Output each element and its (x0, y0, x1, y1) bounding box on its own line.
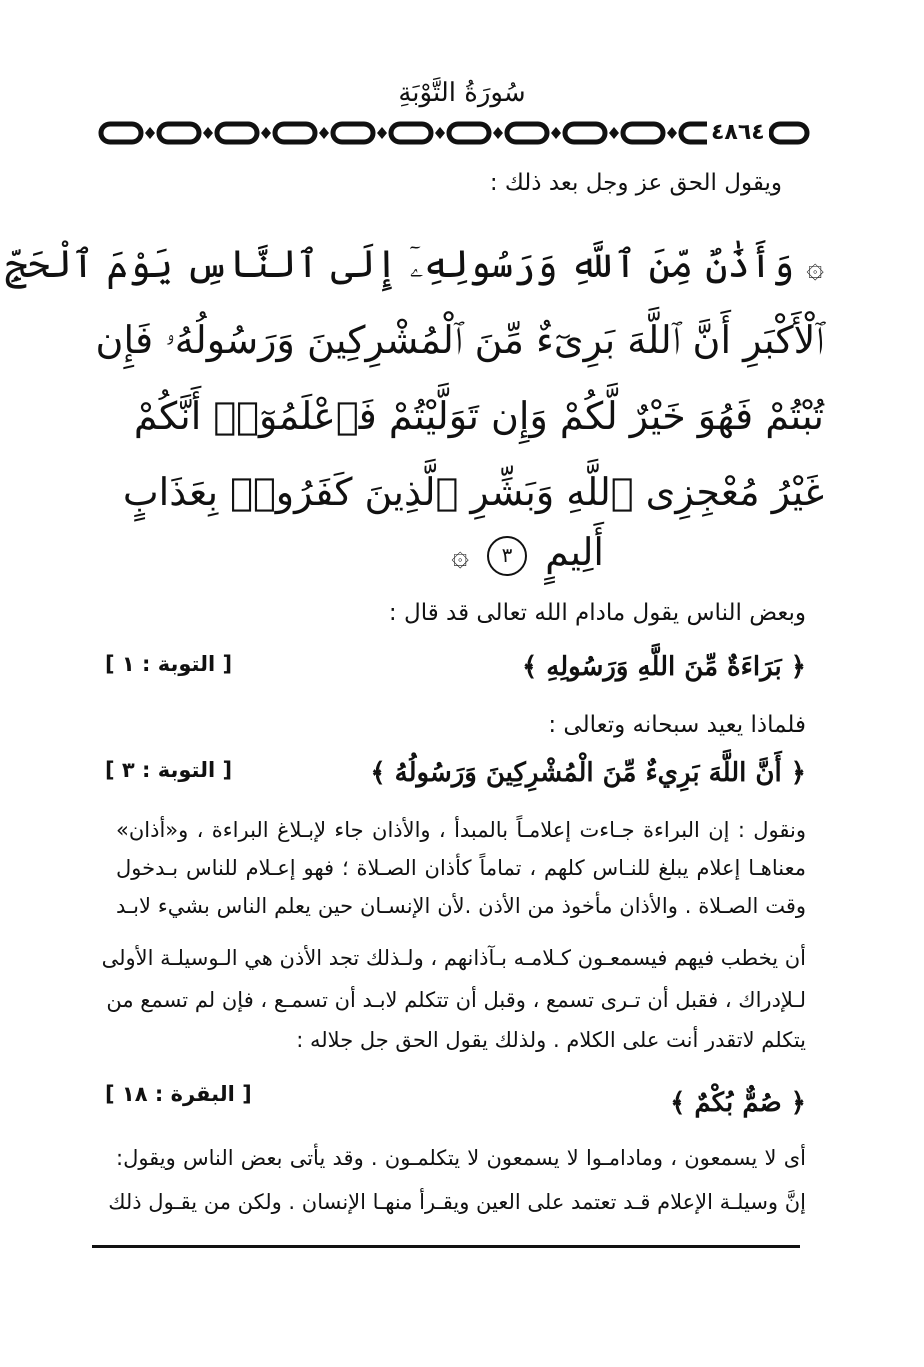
body-line: وقت الصـلاة . والأذان مأخوذ من الأذن .لأن الإنسـان حين يعلم الناس بشيء لابـد (116, 894, 806, 918)
quote-2-reference: [ التوبة : ٣ ] (105, 758, 233, 782)
body-line: أن يخطب فيهم فيسمعـون كـلامـه بـآذانهم ، ولـذلك تجد الأذن هي الـوسيلـة الأولى (101, 946, 806, 970)
body-line: لـلإدراك ، فقبل أن تـرى تسمع ، وقبل أن تتكلم لابـد أن تسمـع ، فإن لم تسمع من (106, 988, 806, 1012)
body-line: يتكلم لاتقدر أنت على الكلام . ولذلك يقول الحق جل جلاله : (296, 1028, 806, 1052)
verse-close-ornament-icon: ۞ (451, 538, 469, 573)
verse-text: وَأَذَٰنٌ مِّنَ ٱللَّهِ وَرَسُولِهِۦٓ إِلَى ٱلنَّاسِ يَوْمَ ٱلْحَجِّ (5, 242, 795, 286)
page-number: ٤٨٦٤ (707, 120, 769, 145)
bottom-rule (92, 1245, 800, 1248)
quote-3: ﴿ صُمٌّ بُكْمٌ ﴾ (670, 1088, 806, 1118)
quote-2: ﴿ أَنَّ اللَّهَ بَرِيءٌ مِّنَ الْمُشْرِكِينَ وَرَسُولُهُ ﴾ (370, 758, 806, 788)
intro-text: ويقول الحق عز وجل بعد ذلك : (489, 170, 782, 196)
verse-open-ornament-icon: ۞ (806, 250, 824, 285)
verse-line-4: غَيْرُ مُعْجِزِى ٱللَّهِ وَبَشِّرِ ٱلَّذِينَ كَفَرُوا۟ بِعَذَابٍ (122, 470, 824, 514)
verse-line-3: تُبْتُمْ فَهُوَ خَيْرٌ لَّكُمْ وَإِن تَوَلَّيْتُمْ فَٱعْلَمُوٓا۟ أَنَّكُمْ (133, 394, 824, 438)
quote-3-reference: [ البقرة : ١٨ ] (105, 1082, 252, 1106)
ayah-number-badge: ٣ (487, 536, 527, 576)
body-line: معناهـا إعلام يبلغ للنـاس كلهم ، تماماً كأذان الصـلاة ؛ فهو إعـلام للناس بـدخول (116, 856, 806, 880)
verse-line-2: ٱلْأَكْبَرِ أَنَّ ٱللَّهَ بَرِىٓءٌ مِّنَ ٱلْمُشْرِكِينَ وَرَسُولُهُۥ فَإِن (95, 318, 824, 362)
body-line: ونقول : إن البراءة جـاءت إعلامـاً بالمبدأ ، والأذان جاء لإبـلاغ البراءة ، و«أذان» (116, 818, 806, 842)
body-line: أى لا يسمعون ، ومادامـوا لا يسمعون لا يتكلمـون . وقد يأتى بعض الناس ويقول: (116, 1146, 806, 1170)
quote-1-reference: [ التوبة : ١ ] (105, 652, 233, 676)
surah-title: سُورَةُ التَّوْبَةِ (398, 78, 526, 108)
verse-line-1 (5, 242, 824, 287)
body-line: إنَّ وسيلـة الإعلام قـد تعتمد على العين ويقـرأ منهـا الإنسان . ولكن من يقـول ذلك (108, 1190, 806, 1214)
paragraph-2: فلماذا يعيد سبحانه وتعالى : (548, 712, 806, 738)
verse-line-5 (451, 530, 604, 576)
paragraph-1: وبعض الناس يقول مادام الله تعالى قد قال : (388, 600, 806, 626)
verse-text: أَلِيمٍ (545, 530, 604, 574)
quote-1: ﴿ بَرَاءَةٌ مِّنَ اللَّهِ وَرَسُولِهِ ﴾ (522, 652, 806, 682)
